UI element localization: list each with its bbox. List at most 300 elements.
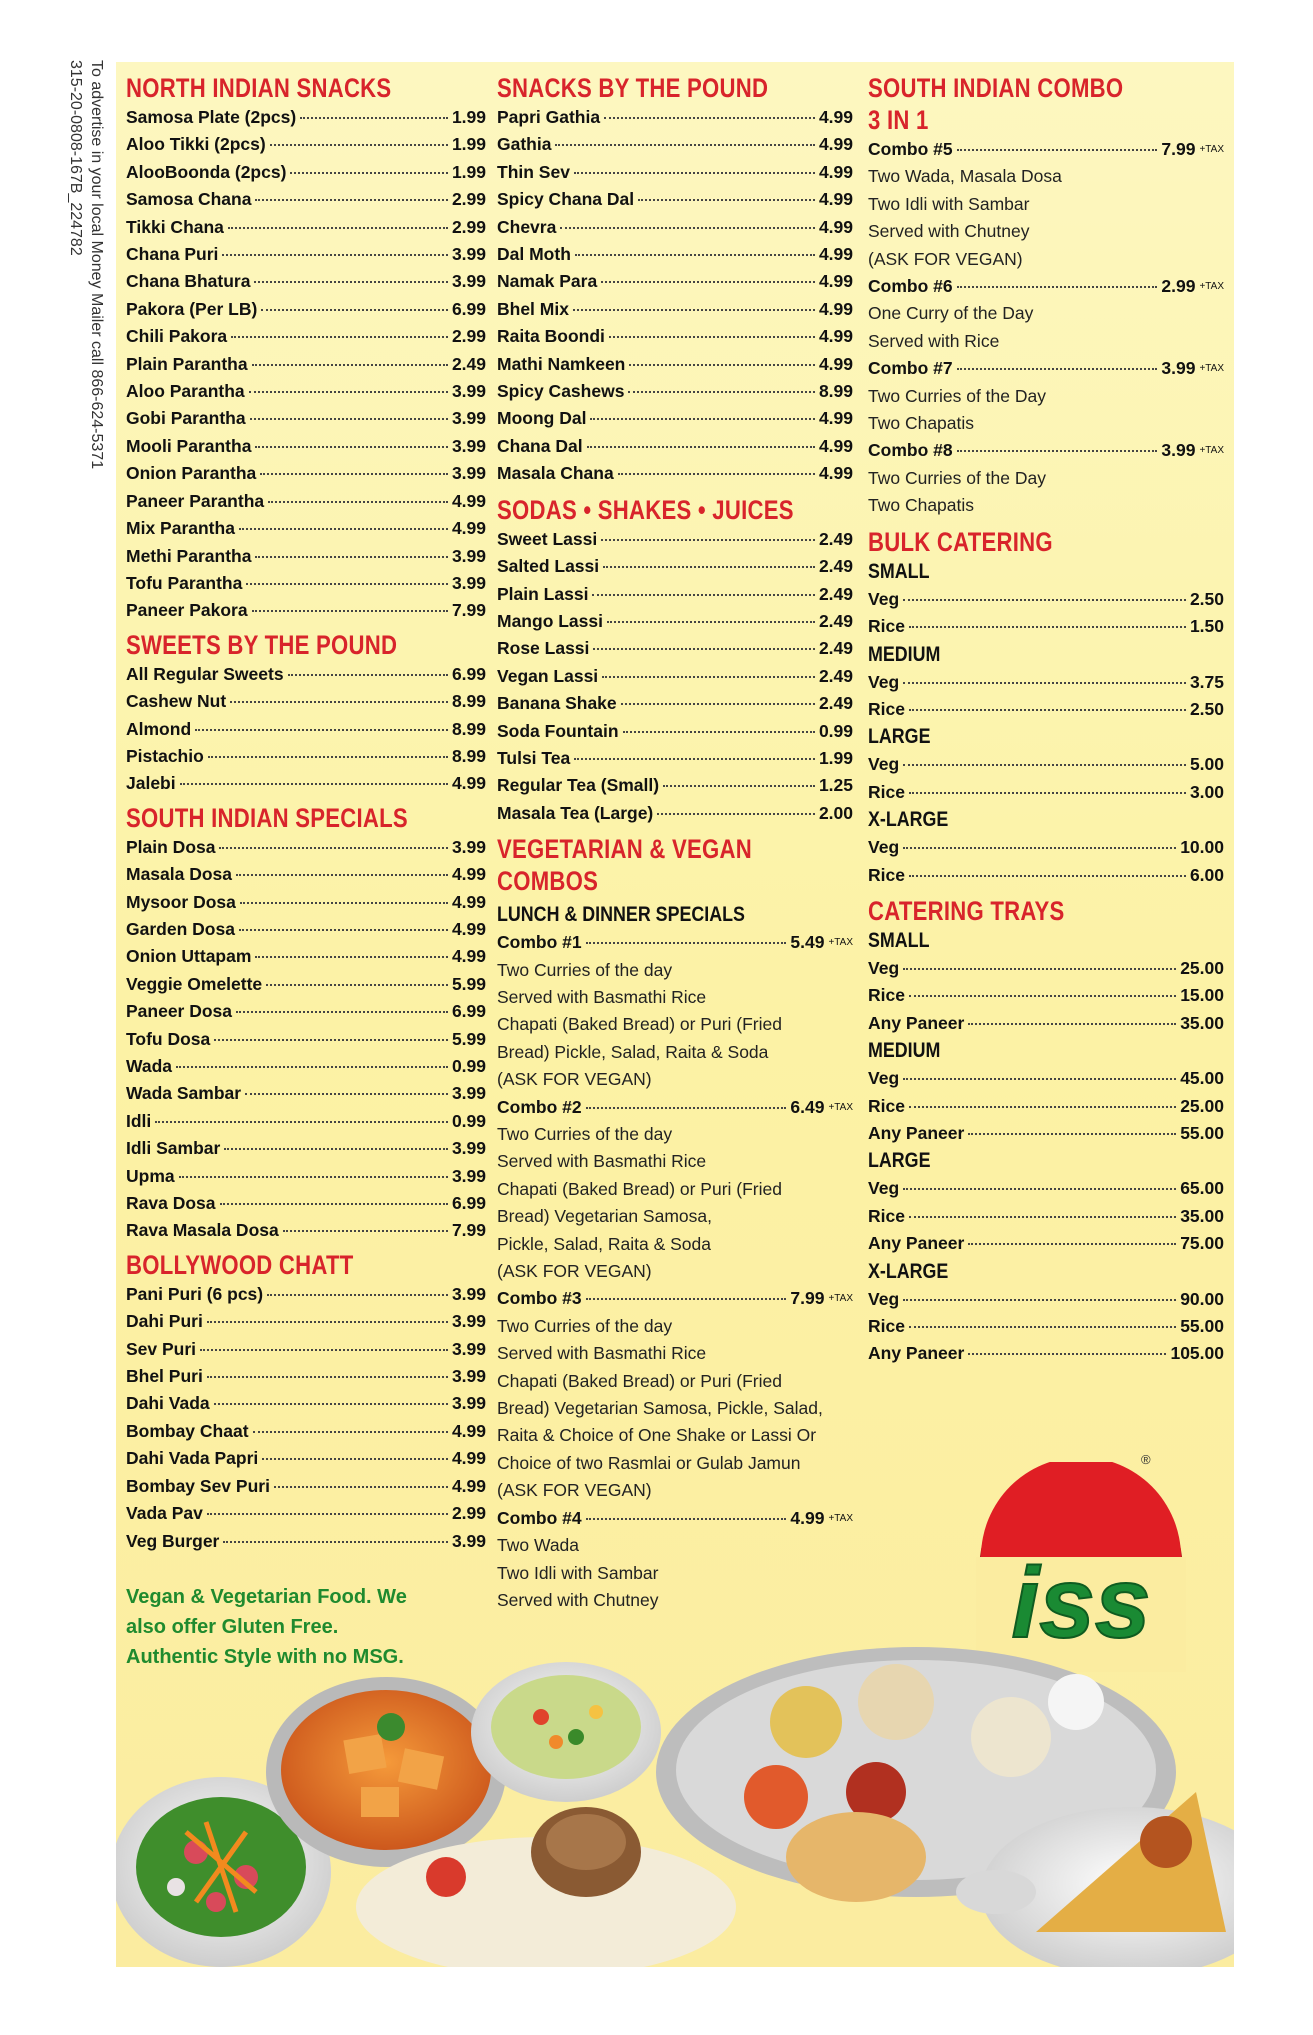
menu-item-name: Pani Puri (6 pcs)	[126, 1283, 264, 1304]
south-combo-heading-line2: 3 IN 1	[868, 105, 929, 135]
menu-item-price: 4.99	[451, 773, 486, 794]
menu-item-price: 3.99	[451, 545, 486, 566]
menu-item-price: 4.99	[818, 298, 853, 319]
menu-item-name: Namak Para	[497, 271, 598, 292]
dot-leader	[623, 731, 815, 733]
menu-item	[497, 268, 853, 295]
menu-item-name: Samosa Chana	[126, 189, 252, 210]
menu-item-price: 1.25	[818, 775, 853, 796]
menu-item-price: 4.99	[451, 918, 486, 939]
menu-item-name: Tofu Parantha	[126, 572, 243, 593]
menu-item-price: 3.00	[1189, 781, 1224, 802]
menu-item-name: Cashew Nut	[126, 691, 227, 712]
menu-item-name: Rice	[868, 864, 905, 885]
menu-item-price: 3.99	[451, 244, 486, 265]
advertising-note	[0, 60, 110, 680]
menu-item-name: Veg	[868, 957, 900, 978]
dot-leader	[260, 473, 448, 475]
dot-leader	[219, 847, 447, 849]
menu-item	[868, 355, 1224, 382]
menu-item-name: Onion Uttapam	[126, 946, 252, 967]
menu-item	[868, 1065, 1224, 1092]
menu-item	[868, 1286, 1224, 1313]
menu-item	[497, 1094, 853, 1121]
sweets-heading: SWEETS BY THE POUND	[126, 629, 398, 660]
menu-item-price: 7.99	[1161, 139, 1196, 159]
lunch-dinner-subheading: LUNCH & DINNER SPECIALS	[497, 903, 745, 927]
menu-item	[126, 1108, 486, 1135]
menu-item	[868, 779, 1224, 806]
menu-item-price: 10.00	[1180, 837, 1224, 858]
menu-item	[497, 772, 853, 799]
menu-item-name: Pistachio	[126, 745, 204, 766]
menu-item	[497, 104, 853, 131]
menu-item-price: 8.99	[451, 718, 486, 739]
dot-leader	[253, 1431, 448, 1433]
dot-leader	[574, 758, 815, 760]
menu-item-name: Almond	[126, 718, 192, 739]
menu-item-price: 1.99	[451, 161, 486, 182]
combo-description: Two Curries of the Day	[868, 467, 1046, 488]
dot-leader	[609, 336, 815, 338]
menu-item	[868, 751, 1224, 778]
menu-item-name: Veg Burger	[126, 1530, 220, 1551]
menu-item	[497, 323, 853, 350]
north-indian-snacks-heading: NORTH INDIAN SNACKS	[126, 73, 392, 103]
menu-item	[126, 104, 486, 131]
menu-item	[126, 998, 486, 1025]
menu-item-name: Combo #5	[868, 139, 953, 159]
menu-item-name: Dal Moth	[497, 244, 571, 265]
menu-item-name: Veg	[868, 671, 900, 692]
menu-item	[868, 1175, 1224, 1202]
menu-item	[126, 405, 486, 432]
combo-description: Served with Chutney	[868, 221, 1030, 242]
menu-item-price: 3.99	[451, 435, 486, 456]
menu-item-name: Paneer Parantha	[126, 490, 265, 511]
menu-item-name: Regular Tea (Small)	[497, 775, 660, 796]
menu-item-price: 4.99	[451, 891, 486, 912]
combo-description: Served with Rice	[868, 330, 1000, 351]
menu-item-price: 4.99	[818, 326, 853, 347]
menu-item-price: 3.75	[1189, 671, 1224, 692]
dot-leader	[607, 621, 815, 623]
menu-item	[126, 834, 486, 861]
logo-mark-text: iss	[1011, 1547, 1151, 1659]
menu-item-name: Moong Dal	[497, 408, 587, 429]
menu-item-name: Veg	[868, 588, 900, 609]
tax-label: +TAX	[828, 937, 853, 949]
size-subheading: X-LARGE	[868, 808, 949, 832]
menu-item-name: Garden Dosa	[126, 918, 235, 939]
drinks-list	[497, 526, 853, 827]
menu-item	[126, 1026, 486, 1053]
dot-leader	[250, 418, 448, 420]
menu-item-price: 4.99	[818, 216, 853, 237]
dot-leader	[903, 682, 1186, 684]
menu-item-price: 2.50	[1189, 588, 1224, 609]
sweets-list	[126, 661, 486, 798]
menu-item-name: Wada Sambar	[126, 1083, 242, 1104]
snacks-by-pound-heading: SNACKS BY THE POUND	[497, 73, 769, 103]
bulk-catering-list	[868, 558, 1224, 889]
dot-leader	[903, 968, 1176, 970]
drinks-heading: SODAS • SHAKES • JUICES	[497, 494, 794, 525]
menu-item-price: 3.99	[451, 1338, 486, 1359]
menu-item	[126, 971, 486, 998]
dot-leader	[274, 1486, 448, 1488]
combo-description: Two Idli with Sambar	[868, 193, 1030, 214]
dot-leader	[592, 594, 815, 596]
menu-item-name: Rice	[868, 698, 905, 719]
menu-item-price: 3.99	[451, 1366, 486, 1387]
dot-leader	[968, 1023, 1176, 1025]
menu-item-price: 1.99	[818, 747, 853, 768]
menu-item-price: 4.99	[790, 1507, 825, 1528]
menu-item-name: Chili Pakora	[126, 326, 228, 347]
menu-item-name: Bhel Mix	[497, 298, 569, 319]
menu-panel	[116, 62, 1234, 1967]
menu-item-name: Rice	[868, 985, 905, 1006]
dot-leader	[288, 674, 448, 676]
menu-item-name: Masala Dosa	[126, 864, 233, 885]
dot-leader	[290, 172, 448, 174]
menu-item	[497, 663, 853, 690]
dot-leader	[270, 144, 448, 146]
menu-item	[497, 405, 853, 432]
dot-leader	[957, 368, 1158, 370]
combo-description: Served with Basmathi Rice	[497, 986, 707, 1007]
menu-item	[126, 1445, 486, 1472]
menu-item-price: 1.99	[451, 107, 486, 127]
menu-item	[497, 378, 853, 405]
menu-item-price: 6.99	[451, 1001, 486, 1022]
menu-item	[497, 186, 853, 213]
menu-item	[497, 690, 853, 717]
menu-item	[497, 460, 853, 487]
registered-mark: ®	[1141, 1452, 1151, 1467]
menu-item-price: 6.49	[790, 1096, 825, 1117]
menu-item-price: 2.99	[451, 326, 486, 347]
dot-leader	[254, 281, 447, 283]
menu-item-price: 1.99	[451, 134, 486, 155]
menu-item	[868, 834, 1224, 861]
menu-item	[868, 586, 1224, 613]
dot-leader	[586, 1298, 787, 1300]
menu-item-price: 4.99	[451, 864, 486, 885]
combo-description: Served with Basmathi Rice	[497, 1343, 707, 1364]
menu-item-name: Bombay Chaat	[126, 1420, 249, 1441]
dot-leader	[957, 286, 1158, 288]
dot-leader	[909, 1216, 1176, 1218]
menu-item	[126, 159, 486, 186]
menu-item	[126, 743, 486, 770]
menu-item-price: 15.00	[1180, 985, 1224, 1006]
dot-leader	[903, 847, 1176, 849]
menu-item	[126, 1500, 486, 1527]
menu-item	[868, 1093, 1224, 1120]
menu-item-name: Aloo Parantha	[126, 381, 245, 402]
combo-description: Raita & Choice of One Shake or Lassi Or	[497, 1425, 817, 1446]
dot-leader	[628, 391, 815, 393]
combo-description: One Curry of the Day	[868, 303, 1034, 324]
menu-item	[868, 696, 1224, 723]
dot-leader	[909, 626, 1186, 628]
menu-item	[497, 131, 853, 158]
menu-item-price: 4.99	[451, 490, 486, 511]
menu-item-name: Gobi Parantha	[126, 408, 246, 429]
combo-description: Bread) Vegetarian Samosa, Pickle, Salad,	[497, 1398, 823, 1419]
menu-item	[126, 597, 486, 624]
menu-item-name: Papri Gathia	[497, 107, 601, 127]
menu-item-name: Rice	[868, 781, 905, 802]
menu-item-price: 2.49	[818, 528, 853, 549]
menu-item-name: Veg	[868, 1068, 900, 1089]
menu-item	[126, 570, 486, 597]
menu-item	[126, 1336, 486, 1363]
tax-label: +TAX	[1199, 281, 1224, 293]
menu-item	[126, 1190, 486, 1217]
menu-item-name: Combo #7	[868, 358, 953, 379]
dot-leader	[214, 1403, 448, 1405]
size-subheading: SMALL	[868, 559, 930, 583]
food-photo-collage	[116, 1642, 1234, 1967]
dot-leader	[245, 1093, 448, 1095]
menu-item-name: Upma	[126, 1165, 175, 1186]
menu-item	[497, 1285, 853, 1312]
dot-leader	[224, 1148, 448, 1150]
dot-leader	[223, 1541, 448, 1543]
menu-item-price: 6.99	[451, 298, 486, 319]
menu-item-name: Aloo Tikki (2pcs)	[126, 134, 266, 155]
menu-item-price: 4.99	[818, 189, 853, 210]
menu-item-price: 65.00	[1180, 1178, 1224, 1199]
tax-label: +TAX	[828, 1293, 853, 1305]
menu-item-price: 3.99	[1161, 440, 1196, 461]
dot-leader	[903, 1299, 1176, 1301]
south-indian-specials-heading: SOUTH INDIAN SPECIALS	[126, 802, 408, 833]
dot-leader	[601, 281, 815, 283]
menu-item-name: Masala Tea (Large)	[497, 802, 654, 823]
menu-item-price: 2.49	[818, 693, 853, 714]
dot-leader	[574, 172, 815, 174]
menu-item-price: 8.99	[451, 745, 486, 766]
menu-item	[497, 718, 853, 745]
menu-item-price: 4.99	[818, 408, 853, 429]
menu-item-price: 3.99	[1161, 358, 1196, 379]
dot-leader	[968, 1243, 1176, 1245]
dot-leader	[252, 364, 448, 366]
menu-item-name: Banana Shake	[497, 693, 617, 714]
combo-description: Two Idli with Sambar	[497, 1562, 659, 1583]
menu-item-price: 2.49	[451, 353, 486, 374]
menu-item-name: Jalebi	[126, 773, 176, 794]
dot-leader	[602, 676, 815, 678]
menu-item-name: Combo #1	[497, 932, 582, 953]
menu-item-name: Gathia	[497, 134, 552, 155]
veg-combos-heading: VEGETARIAN & VEGAN	[497, 834, 752, 865]
ad-code-line: 315-20-0808-167B_224782	[67, 60, 84, 256]
menu-item	[126, 323, 486, 350]
menu-item-price: 3.99	[451, 1165, 486, 1186]
menu-item-price: 7.99	[451, 1220, 486, 1241]
menu-item-name: Bombay Sev Puri	[126, 1475, 270, 1496]
menu-item-price: 5.00	[1189, 754, 1224, 775]
menu-item	[126, 268, 486, 295]
menu-item	[126, 943, 486, 970]
menu-column-left	[126, 72, 486, 1555]
menu-item-name: Spicy Chana Dal	[497, 189, 635, 210]
menu-item-name: Vada Pav	[126, 1503, 203, 1524]
combo-description: Two Wada, Masala Dosa	[868, 166, 1062, 187]
menu-item	[126, 770, 486, 797]
dot-leader	[262, 1458, 448, 1460]
dot-leader	[604, 117, 815, 119]
menu-item-price: 7.99	[451, 600, 486, 621]
menu-item-name: Mooli Parantha	[126, 435, 252, 456]
tax-label: +TAX	[1199, 363, 1224, 375]
menu-item	[126, 889, 486, 916]
dot-leader	[909, 1106, 1176, 1108]
dot-leader	[601, 539, 815, 541]
menu-item-name: Combo #8	[868, 440, 953, 461]
dot-leader	[968, 1353, 1166, 1355]
dot-leader	[593, 648, 815, 650]
dot-leader	[586, 942, 787, 944]
menu-item-price: 3.99	[451, 463, 486, 484]
dot-leader	[555, 144, 814, 146]
menu-item-price: 35.00	[1180, 1205, 1224, 1226]
menu-item-price: 35.00	[1180, 1012, 1224, 1033]
combo-description: Served with Basmathi Rice	[497, 1151, 707, 1172]
menu-item-name: Wada	[126, 1056, 173, 1076]
menu-item-name: Samosa Plate (2pcs)	[126, 107, 297, 127]
menu-item-price: 6.99	[451, 1193, 486, 1214]
menu-item-name: Mix Parantha	[126, 518, 235, 539]
size-subheading: SMALL	[868, 928, 930, 952]
menu-item-price: 105.00	[1170, 1343, 1224, 1364]
menu-item-name: Mysoor Dosa	[126, 891, 236, 912]
menu-item-price: 6.00	[1189, 864, 1224, 885]
dot-leader	[586, 1107, 787, 1109]
dot-leader	[240, 902, 448, 904]
dot-leader	[590, 418, 815, 420]
menu-item	[126, 543, 486, 570]
dot-leader	[268, 501, 448, 503]
tax-label: +TAX	[828, 1101, 853, 1113]
menu-item-price: 4.99	[818, 134, 853, 155]
menu-item	[497, 553, 853, 580]
size-subheading: MEDIUM	[868, 1039, 941, 1063]
menu-item	[497, 296, 853, 323]
menu-item-name: Rice	[868, 1316, 905, 1336]
dot-leader	[207, 1376, 448, 1378]
dot-leader	[638, 199, 815, 201]
menu-item	[497, 526, 853, 553]
bollywood-chatt-heading: BOLLYWOOD CHATT	[126, 1249, 354, 1280]
menu-item-name: Chana Puri	[126, 244, 219, 265]
combo-description: Bread) Vegetarian Samosa,	[497, 1206, 712, 1227]
menu-item-price: 2.49	[818, 610, 853, 631]
menu-item-price: 1.50	[1189, 616, 1224, 637]
menu-item-name: Rice	[868, 1205, 905, 1226]
veg-combos-heading-line2: COMBOS	[497, 866, 599, 897]
dot-leader	[909, 875, 1186, 877]
menu-item	[126, 460, 486, 487]
dot-leader	[903, 599, 1186, 601]
menu-item-name: Plain Lassi	[497, 583, 589, 604]
dot-leader	[236, 874, 448, 876]
menu-item-name: Rose Lassi	[497, 638, 590, 659]
combo-description: Served with Chutney	[497, 1589, 659, 1610]
dot-leader	[207, 1321, 448, 1323]
menu-item-name: Rice	[868, 616, 905, 637]
combo-description: Chapati (Baked Bread) or Puri (Fried	[497, 1178, 782, 1199]
menu-item	[126, 1080, 486, 1107]
dot-leader	[621, 703, 815, 705]
menu-item-price: 2.49	[818, 665, 853, 686]
menu-item-price: 6.99	[451, 663, 486, 684]
dot-leader	[283, 1230, 448, 1232]
dot-leader	[195, 729, 448, 731]
catering-trays-heading: CATERING TRAYS	[868, 895, 1065, 926]
menu-item-name: Dahi Vada Papri	[126, 1448, 259, 1469]
menu-item-name: Sev Puri	[126, 1338, 197, 1359]
dot-leader	[214, 1039, 448, 1041]
menu-item	[126, 433, 486, 460]
south-combo-heading: SOUTH INDIAN COMBO	[868, 73, 1124, 103]
menu-item-name: Thin Sev	[497, 161, 570, 182]
menu-item-name: Combo #6	[868, 276, 953, 297]
menu-item-price: 3.99	[451, 271, 486, 292]
dot-leader	[586, 1518, 787, 1520]
dot-leader	[573, 309, 815, 311]
menu-item-price: 90.00	[1180, 1288, 1224, 1309]
menu-item	[126, 296, 486, 323]
dot-leader	[236, 1011, 448, 1013]
dot-leader	[255, 446, 448, 448]
menu-item-name: Chana Bhatura	[126, 271, 251, 292]
menu-item-price: 2.99	[451, 216, 486, 237]
menu-item	[126, 488, 486, 515]
menu-item-name: Salted Lassi	[497, 556, 600, 577]
south-combos-list	[868, 136, 1224, 520]
dot-leader	[266, 984, 448, 986]
menu-item-name: Any Paneer	[868, 1122, 965, 1143]
menu-item-name: Pakora (Per LB)	[126, 298, 258, 319]
menu-item-name: Veg	[868, 1288, 900, 1309]
combo-description: Pickle, Salad, Raita & Soda	[497, 1233, 712, 1254]
menu-item	[868, 1340, 1224, 1367]
menu-item	[126, 1390, 486, 1417]
menu-item-price: 4.99	[818, 244, 853, 265]
menu-item-name: Chana Dal	[497, 435, 583, 456]
dot-leader	[239, 528, 448, 530]
menu-item-name: Methi Parantha	[126, 545, 252, 566]
menu-item-price: 2.99	[451, 1503, 486, 1524]
menu-item	[497, 581, 853, 608]
combo-description: Two Curries of the Day	[868, 385, 1046, 406]
menu-item-price: 25.00	[1180, 957, 1224, 978]
menu-item	[497, 241, 853, 268]
menu-item-price: 2.49	[818, 583, 853, 604]
menu-item-price: 2.49	[818, 556, 853, 577]
menu-item-name: Chevra	[497, 216, 557, 237]
menu-item-price: 5.99	[451, 1028, 486, 1049]
dot-leader	[909, 995, 1176, 997]
dot-leader	[560, 227, 815, 229]
menu-item-price: 4.99	[818, 435, 853, 456]
